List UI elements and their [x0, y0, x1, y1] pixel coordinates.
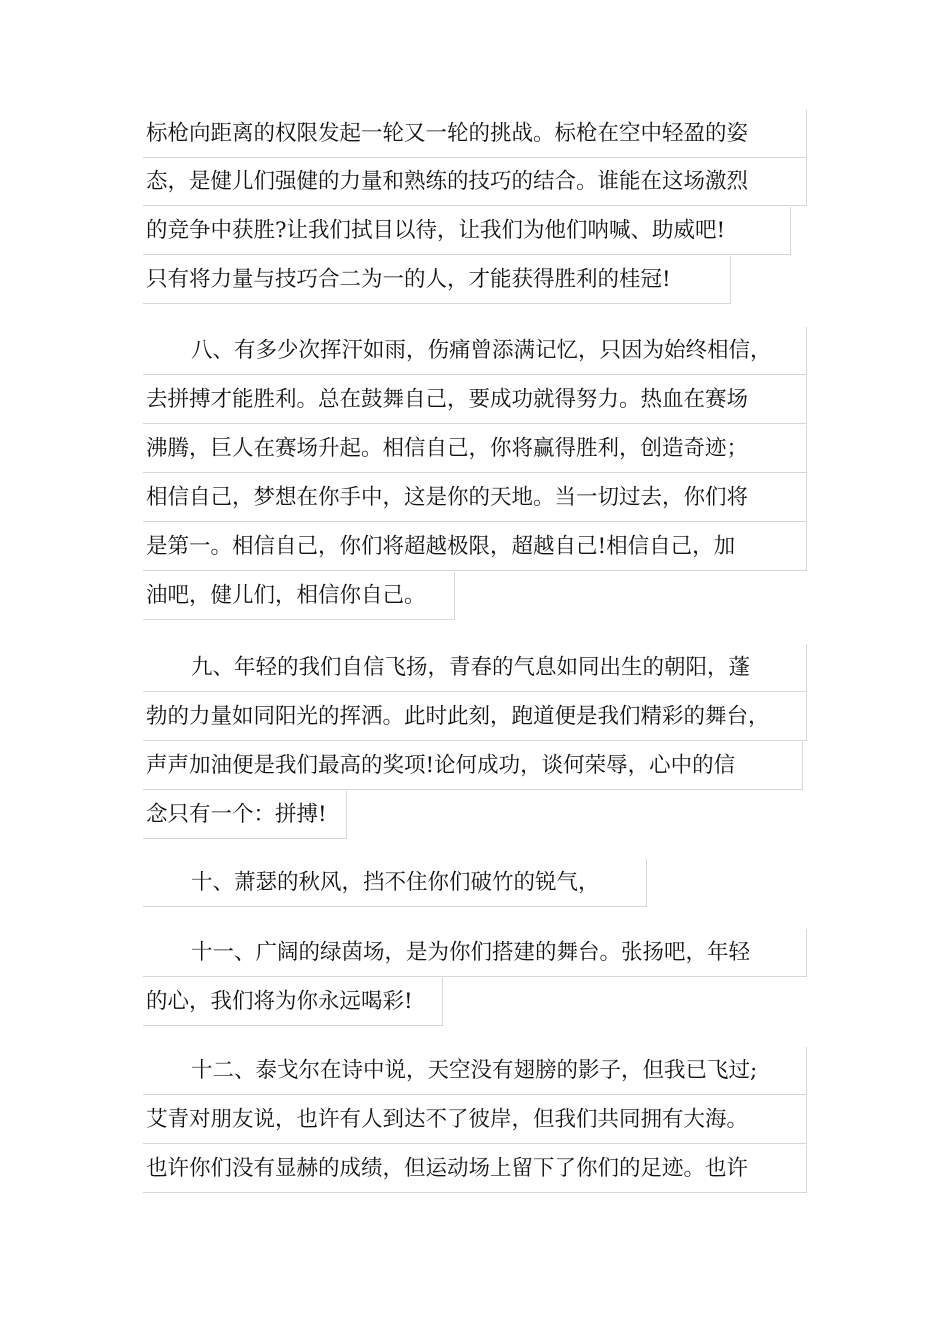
text-line: 念只有一个：拼搏!: [143, 791, 347, 839]
text-line: 艾青对朋友说，也许有人到达不了彼岸，但我们共同拥有大海。: [143, 1096, 807, 1144]
text-line: 相信自己，梦想在你手中，这是你的天地。当一切过去，你们将: [143, 474, 807, 522]
text-line: 去拼搏才能胜利。总在鼓舞自己，要成功就得努力。热血在赛场: [143, 376, 807, 424]
text-line: 沸腾，巨人在赛场升起。相信自己，你将赢得胜利，创造奇迹；: [143, 425, 807, 473]
text-line: 态，是健儿们强健的力量和熟练的技巧的结合。谁能在这场激烈: [143, 158, 807, 206]
text-line: 九、年轻的我们自信飞扬，青春的气息如同出生的朝阳，蓬: [143, 644, 807, 692]
text-line: 八、有多少次挥汗如雨，伤痛曾添满记忆，只因为始终相信，: [143, 327, 807, 375]
text-line: 声声加油便是我们最高的奖项!论何成功，谈何荣辱，心中的信: [143, 742, 803, 790]
text-line: 是第一。相信自己，你们将超越极限，超越自己!相信自己，加: [143, 523, 807, 571]
text-line: 的心，我们将为你永远喝彩!: [143, 978, 443, 1026]
text-line: 只有将力量与技巧合二为一的人，才能获得胜利的桂冠!: [143, 256, 731, 304]
text-line: 也许你们没有显赫的成绩，但运动场上留下了你们的足迹。也许: [143, 1145, 807, 1193]
text-line: 的竞争中获胜?让我们拭目以待，让我们为他们呐喊、助威吧!: [143, 207, 791, 255]
text-line: 油吧，健儿们，相信你自己。: [143, 572, 455, 620]
text-line: 十二、泰戈尔在诗中说，天空没有翅膀的影子，但我已飞过;: [143, 1047, 807, 1095]
text-line: 十一、广阔的绿茵场，是为你们搭建的舞台。张扬吧，年轻: [143, 929, 807, 977]
text-line: 十、萧瑟的秋风，挡不住你们破竹的锐气，: [143, 859, 647, 907]
text-line: 勃的力量如同阳光的挥洒。此时此刻，跑道便是我们精彩的舞台，: [143, 693, 807, 741]
text-line: 标枪向距离的权限发起一轮又一轮的挑战。标枪在空中轻盈的姿: [143, 110, 807, 158]
